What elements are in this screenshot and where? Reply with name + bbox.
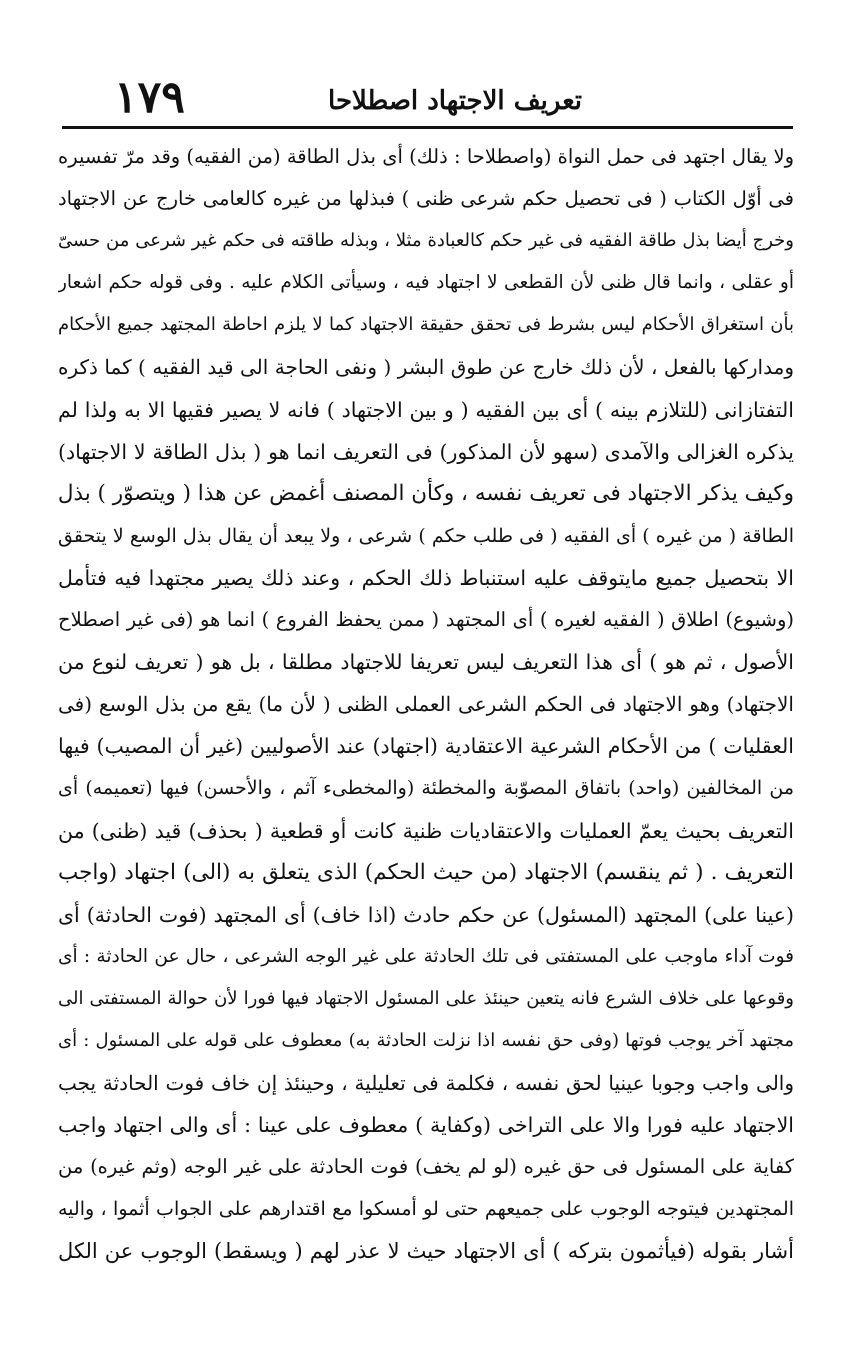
text-line: وكيف يذكر الاجتهاد فى تعريف نفسه ، وكأن المصنف أغمض عن هذا ( ويتصوّر ) بذل bbox=[58, 480, 794, 506]
text-line: كفاية على المسئول فى حق غيره (لو لم يخف) فوت الحادثة على غير الوجه (وثم غيره) من bbox=[58, 1155, 794, 1179]
text-line: التعريف . ( ثم ينقسم) الاجتهاد (من حيث الحكم) الذى يتعلق به (الى) اجتهاد (واجب bbox=[58, 859, 794, 885]
text-line: الاجتهاد) وهو الاجتهاد فى الحكم الشرعى العملى الظنى ( لأن ما) يقع من بذل الوسع (فى bbox=[58, 692, 794, 717]
header-rule bbox=[62, 126, 793, 129]
text-line: وقوعها على خلاف الشرع فانه يتعين حينئذ على المسئول الاجتهاد فيها فورا لأن حوالة المستفتى الى bbox=[58, 987, 794, 1009]
text-line: الطاقة ( من غيره ) أى الفقيه ( فى طلب حكم ) شرعى ، ولا يبعد أن يقال بذل الوسع لا يتحقق bbox=[58, 524, 794, 547]
text-line: ومداركها بالفعل ، لأن ذلك خارج عن طوق البشر ( ونفى الحاجة الى قيد الفقيه ) كما ذكره bbox=[58, 355, 794, 380]
text-line: مجتهد آخر يوجب فوتها (وفى حق نفسه اذا نزلت الحادثة به) معطوف على قوله على المسئول : أى bbox=[58, 1029, 794, 1051]
text-line: المجتهدين فيتوجه الوجوب على جميعهم حتى لو أمسكوا مع اقتدارهم على الجواب أثموا ، واليه bbox=[58, 1198, 794, 1221]
text-line: (عينا على) المجتهد (المسئول) عن حكم حادث (اذا خاف) أى المجتهد (فوت الحادثة) أى bbox=[58, 902, 794, 927]
text-line: ولا يقال اجتهد فى حمل النواة (واصطلاحا : ذلك) أى بذل الطاقة (من الفقيه) وقد مرّ تفسيره bbox=[58, 145, 794, 168]
text-line: التعريف بحيث يعمّ العمليات والاعتقاديات ظنية كانت أو قطعية ( بحذف) قيد (ظنى) من bbox=[58, 818, 794, 843]
page-header bbox=[62, 74, 792, 126]
text-line: الأصول ، ثم هو ) أى هذا التعريف ليس تعريفا للاجتهاد مطلقا ، بل هو ( تعريف لنوع من bbox=[58, 650, 794, 675]
text-line: التفتازانى (للتلازم بينه ) أى بين الفقيه ( و بين الاجتهاد ) فانه لا يصير فقيها الا به ولذا لم bbox=[58, 397, 794, 422]
text-line: الاجتهاد عليه فورا والا على التراخى (وكفاية ) معطوف على عينا : أى والى اجتهاد واجب bbox=[58, 1113, 794, 1138]
text-line: العقليات ) من الأحكام الشرعية الاعتقادية (اجتهاد) عند الأصوليين (غير أن المصيب) فيها bbox=[58, 734, 794, 759]
text-line: (وشيوع) اطلاق ( الفقيه لغيره ) أى المجتهد ( ممن يحفظ الفروع ) انما هو (فى غير اصطلاح bbox=[58, 608, 794, 632]
text-line: بأن استغراق الأحكام ليس بشرط فى تحقق حقيقة الاجتهاد كما لا يلزم احاطة المجتهد جميع الأحكام bbox=[58, 314, 794, 336]
text-line: فوت آداء ماوجب على المستفتى فى تلك الحادثة على غير الوجه الشرعى ، حال عن الحادثة : أى bbox=[58, 945, 794, 967]
page-number: ١٧٩ bbox=[114, 72, 185, 123]
text-line: الا بتحصيل جميع مايتوقف عليه استنباط ذلك الحكم ، وعند ذلك يصير مجتهدا فيه فتأمل bbox=[58, 565, 794, 590]
text-line: أو عقلى ، وانما قال ظنى لأن القطعى لا اجتهاد فيه ، وسيأتى الكلام عليه . وفى قوله حكم اشعار bbox=[58, 272, 794, 294]
text-line: فى أوّل الكتاب ( فى تحصيل حكم شرعى ظنى ) فبذلها من غيره كالعامى خارج عن الاجتهاد bbox=[58, 187, 794, 211]
text-line: وخرج أيضا بذل طاقة الفقيه فى غير حكم كالعبادة مثلا ، وبذله طاقته فى حكم غير شرعى من حسىّ bbox=[58, 230, 794, 252]
text-line: والى واجب وجوبا عينيا لحق نفسه ، فكلمة فى تعليلية ، وحينئذ إن خاف فوت الحادثة يجب bbox=[58, 1071, 794, 1096]
running-title: تعريف الاجتهاد اصطلاحا bbox=[328, 86, 582, 116]
text-line: يذكره الغزالى والآمدى (سهو لأن المذكور) فى التعريف انما هو ( بذل الطاقة لا الاجتهاد) bbox=[58, 439, 794, 464]
text-line: من المخالفين (واحد) باتفاق المصوّبة والمخطئة (والمخطىء آثم ، والأحسن) فيها (تعميمه) أى bbox=[58, 777, 794, 800]
body-text bbox=[58, 136, 794, 1273]
text-line: أشار بقوله (فيأثمون بتركه ) أى الاجتهاد حيث لا عذر لهم ( ويسقط) الوجوب عن الكل bbox=[58, 1239, 794, 1264]
